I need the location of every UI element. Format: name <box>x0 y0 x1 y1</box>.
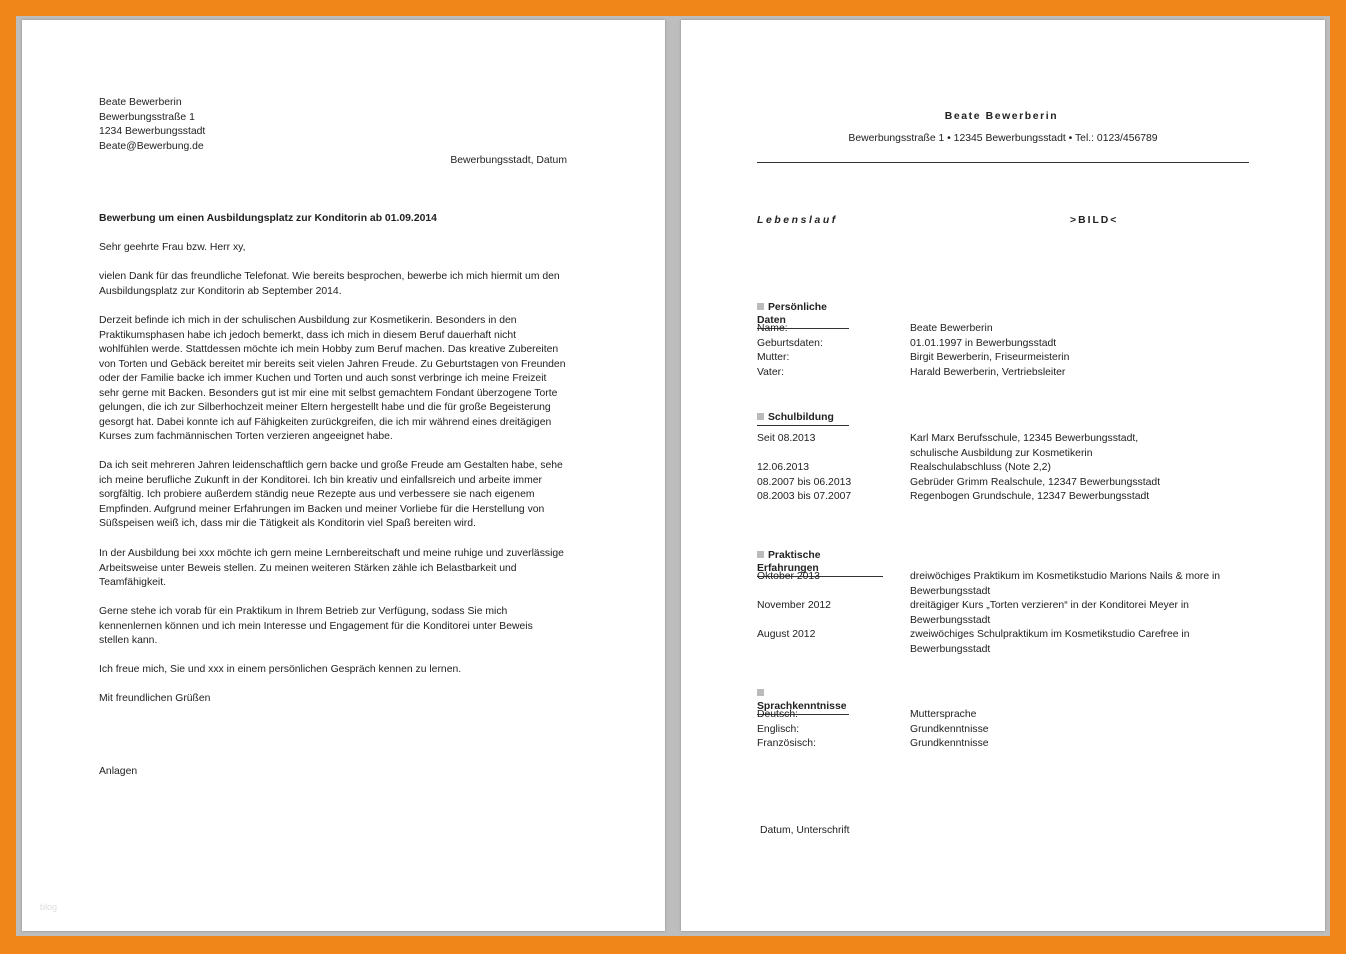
sender-address <box>99 96 205 154</box>
paragraph-line: Derzeit befinde ich mich in der schulischen Ausbildung zur Kosmetikerin. Besonders in den <box>99 315 517 326</box>
cv-row <box>757 366 1277 381</box>
paragraph-line: Empfinden. Aufgrund meiner Erfahrungen im Backen und meiner Vorliebe für die Herstellung von <box>99 503 545 515</box>
paragraph-line: oder der Familie backe ich immer Kuchen und Torten und auch sonst verbringe ich meine Freizeit <box>99 373 547 384</box>
section-heading <box>757 411 849 426</box>
cv-row-value: Grundkenntnisse <box>910 723 989 735</box>
paragraph-line: ich meine berufliche Zukunft in der Konditorei. Ich bin kreativ und einfallsreich und arbeite immer <box>99 474 542 486</box>
sender-email: Beate@Bewerbung.de <box>99 140 204 152</box>
cv-row-value: Gebrüder Grimm Realschule, 12347 Bewerbungsstadt <box>910 476 1161 488</box>
cv-row <box>757 599 1277 628</box>
cv-name <box>681 110 1325 125</box>
cv-row-label: Englisch: <box>757 723 800 735</box>
cv-row <box>757 337 1277 352</box>
paragraph-line: In der Ausbildung bei xxx möchte ich gern meine Lernbereitschaft und meine ruhige und zuverlässige <box>99 548 564 559</box>
sender-line: Beate Bewerberin <box>99 97 182 108</box>
cv-contact: Bewerbungsstraße 1 • 12345 Bewerbungsstadt • Tel.: 0123/456789 <box>848 133 1158 144</box>
cv-row-label: Seit 08.2013 <box>757 433 816 444</box>
bullet-square-icon <box>757 551 764 558</box>
cv-row <box>757 432 1277 461</box>
sender-line: 1234 Bewerbungsstadt <box>99 126 206 137</box>
cv-row-value: dreitägiger Kurs „Torten verzieren“ in der Konditorei Meyer in Bewerbungsstadt <box>910 600 1189 626</box>
paragraph-line: Arbeitsweise unter Beweis stellen. Zu meinen weiteren Stärken zähle ich Belastbarkeit und <box>99 562 517 574</box>
cv-row-label: 08.2007 bis 06.2013 <box>757 476 852 488</box>
cv-row <box>757 351 1277 366</box>
signature-line: Datum, Unterschrift <box>760 825 850 836</box>
paragraph-line: Ich freue mich, Sie und xxx in einem persönlichen Gespräch kennen zu lernen. <box>99 664 462 675</box>
paragraph-line: Süßspeisen weiß ich, dass mir die Tätigkeit als Konditorin viel Spaß bereiten wird. <box>99 518 476 529</box>
cv-row <box>757 490 1277 505</box>
cv-row-value: Harald Bewerberin, Vertriebsleiter <box>910 366 1066 378</box>
cv-row-label: 08.2003 bis 07.2007 <box>757 491 852 502</box>
paragraph-line: Gerne stehe ich vorab für ein Praktikum in Ihrem Betrieb zur Verfügung, sodass Sie mich <box>99 606 508 617</box>
subject-line: Bewerbung um einen Ausbildungsplatz zur Konditorin ab 01.09.2014 <box>99 213 437 224</box>
cv-row-value: Realschulabschluss (Note 2,2) <box>910 462 1051 473</box>
section-heading-text: Praktische Erfahrungen <box>757 550 821 574</box>
greeting: Sehr geehrte Frau bzw. Herr xy, <box>99 242 246 253</box>
paragraph-line: sehr gerne mit Backen. Besonders gut ist mir eine mit selbst gemachtem Fondant überzogene Torte <box>99 387 558 399</box>
bullet-square-icon <box>757 303 764 310</box>
cv-row-label: Name: <box>757 323 788 334</box>
cv-row-label: Geburtsdaten: <box>757 337 823 349</box>
cv-row-label: November 2012 <box>757 600 831 611</box>
section-heading-text: Persönliche Daten <box>757 302 827 326</box>
paragraph-line: kennenlernen können und ich mein Interesse und Engagement für die Konditorei unter Beweis <box>99 620 533 632</box>
cv-row <box>757 476 1277 491</box>
cv-row-label: Oktober 2013 <box>757 571 820 582</box>
paragraph-line: wohlfühlen werde. Stattdessen möchte ich mein Hobby zum Beruf machen. Das kreative Zubereiten <box>99 344 559 355</box>
section-heading-text: Sprachkenntnisse <box>757 701 847 712</box>
paragraph-line: Praktikumsphasen habe ich jedoch bemerkt, dass ich mich in diesem Beruf dauerhaft nicht <box>99 329 516 341</box>
bullet-square-icon <box>757 689 764 696</box>
cv-row <box>757 708 1277 723</box>
cv-row-label: 12.06.2013 <box>757 462 810 473</box>
place-date: Bewerbungsstadt, Datum <box>450 155 567 166</box>
cv-row-label: Französisch: <box>757 738 816 749</box>
closing: Mit freundlichen Grüßen <box>99 693 211 704</box>
cv-row-value: Karl Marx Berufsschule, 12345 Bewerbungsstadt, schulische Ausbildung zur Kosmetikerin <box>910 433 1139 459</box>
letter-paragraph <box>99 459 563 532</box>
paragraph-line: gesorgt hat. Dabei konnte ich auf Fähigkeiten zurückgreifen, die ich mir während eines dreitägigen <box>99 416 552 428</box>
sender-line: Bewerbungsstraße 1 <box>99 111 195 123</box>
paragraph-line: Kurses zum fachmännischen Torten verzieren angeeignet habe. <box>99 431 393 442</box>
cv-row-value: dreiwöchiges Praktikum im Kosmetikstudio Marions Nails & more in Bewerbungsstadt <box>910 571 1221 597</box>
cover-letter-page <box>22 20 665 931</box>
cv-row-label: Deutsch: <box>757 709 799 720</box>
cv-page <box>681 20 1325 931</box>
enclosures: Anlagen <box>99 766 138 777</box>
cv-row <box>757 628 1277 657</box>
cv-name-text: Beate Bewerberin <box>944 111 1059 122</box>
cv-row-value: Birgit Bewerberin, Friseurmeisterin <box>910 352 1070 363</box>
paragraph-line: stellen kann. <box>99 635 158 646</box>
paragraph-line: Da ich seit mehreren Jahren leidenschaftlich gern backe und große Freude am Gestalten habe, sehe <box>99 460 563 471</box>
photo-placeholder: >BILD< <box>1070 215 1119 226</box>
letter-paragraph <box>99 270 560 299</box>
bullet-square-icon <box>757 413 764 420</box>
header-divider <box>757 162 1249 163</box>
cv-row <box>757 737 1277 752</box>
paragraph-line: Teamfähigkeit. <box>99 577 166 588</box>
cv-row-label: August 2012 <box>757 629 816 640</box>
section-heading-text: Schulbildung <box>768 412 834 423</box>
letter-paragraph <box>99 605 533 649</box>
letter-paragraph <box>99 663 461 678</box>
cv-row <box>757 723 1277 738</box>
cv-row-value: Regenbogen Grundschule, 12347 Bewerbungsstadt <box>910 491 1150 502</box>
cv-title: Lebenslauf <box>757 215 838 226</box>
cv-row-value: 01.01.1997 in Bewerbungsstadt <box>910 337 1057 349</box>
watermark: blog <box>40 902 58 912</box>
cv-row-label: Mutter: <box>757 352 790 363</box>
paragraph-line: Ausbildungsplatz zur Konditorin ab September 2014. <box>99 285 342 297</box>
letter-paragraph <box>99 547 564 591</box>
cv-row-value: Muttersprache <box>910 709 977 720</box>
cv-row-value: Grundkenntnisse <box>910 738 989 749</box>
cv-row-value: zweiwöchiges Schulpraktikum im Kosmetikstudio Carefree in Bewerbungsstadt <box>910 629 1190 655</box>
cv-row-value: Beate Bewerberin <box>910 323 993 334</box>
cv-row <box>757 570 1277 599</box>
paragraph-line: vielen Dank für das freundliche Telefonat. Wie bereits besprochen, bewerbe ich mich hiermit um den <box>99 271 560 282</box>
letter-paragraph <box>99 314 566 445</box>
paragraph-line: von Torten und Gebäck bereitet mir bereits seit vielen Jahren Freude. Zu Geburtstagen von Freunden <box>99 358 566 370</box>
cv-row <box>757 461 1277 476</box>
cv-row <box>757 322 1277 337</box>
cv-row-label: Vater: <box>757 366 784 378</box>
paragraph-line: gelungen, die ich zur Silberhochzeit meiner Eltern hergestellt habe und die für große Begeisterung <box>99 402 551 413</box>
paragraph-line: sorgfältig. Ich probiere außerdem ständig neue Rezepte aus und verbessere sie nach eigenem <box>99 489 535 500</box>
